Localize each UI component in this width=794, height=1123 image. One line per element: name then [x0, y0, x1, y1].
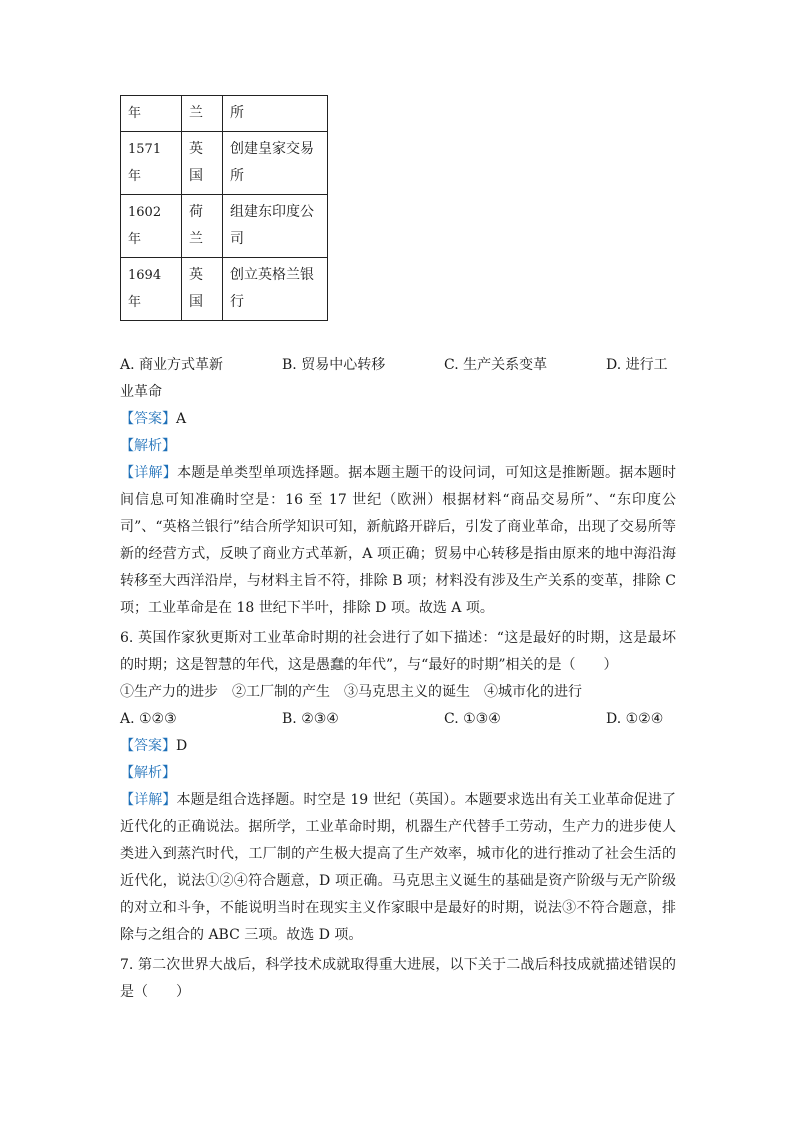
table-cell-year: 1602年 [121, 195, 182, 258]
table-cell-event: 创立英格兰银行 [223, 258, 328, 321]
table-cell-year: 1694年 [121, 258, 182, 321]
q6-detail [120, 787, 676, 949]
q6-answer [120, 733, 676, 760]
q5-answer [120, 406, 676, 433]
q6-option-b: B. ②③④ [282, 711, 339, 727]
q5-option-b: B. 贸易中心转移 [282, 357, 386, 373]
detail-text: 本题是单类型单项选择题。据本题主题干的设问词，可知这是推断题。据本题时间信息可知准确时空是：16 至 17 世纪（欧洲）根据材料“商品交易所”、“东印度公司”、“英格兰银行”结合所学知识可知，新航路开辟后，引发了商业革命，出现了交易所等新的经营方式，反映了商业方式革新，A 项正确；贸易中心转移是指由原来的地中海沿海转移至大西洋沿岸，与材料主旨不符，排除 B 项；材料没有涉及生产关系的变革，排除 C 项；工业革命是在 18 世纪下半叶，排除 D 项。故选 A 项。 [120, 465, 677, 616]
q6-analysis-tag: 【解析】 [120, 765, 176, 781]
table-cell-event: 组建东印度公司 [223, 195, 328, 258]
table-cell-event: 所 [223, 96, 328, 132]
table-cell-year: 1571年 [121, 132, 182, 195]
q6-option-a: A. ①②③ [120, 711, 177, 727]
q5-option-c: C. 生产关系变革 [444, 357, 548, 373]
q6-stem: 6. 英国作家狄更斯对工业革命时期的社会进行了如下描述：“这是最好的时期，这是最坏的时期；这是智慧的年代，这是愚蠢的年代”，与“最好的时期”相关的是（ ） [120, 630, 676, 673]
answer-tag: 【答案】 [120, 738, 176, 754]
answer-value: D [176, 738, 188, 754]
table-row [121, 96, 328, 132]
q7-stem: 7. 第二次世界大战后，科学技术成就取得重大进展，以下关于二战后科技成就描述错误的是（ ） [120, 957, 676, 1000]
history-events-table [120, 95, 328, 321]
table-row [121, 195, 328, 258]
table-cell-country: 荷兰 [182, 195, 223, 258]
q5-option-a: A. 商业方式革新 [120, 357, 224, 373]
table-cell-country: 兰 [182, 96, 223, 132]
table-cell-event: 创建皇家交易所 [223, 132, 328, 195]
table-row [121, 258, 328, 321]
detail-text: 本题是组合选择题。时空是 19 世纪（英国）。本题要求选出有关工业革命促进了近代化的正确说法。据所学，工业革命时期，机器生产代替手工劳动，生产力的进步使人类进入到蒸汽时代，工厂制的产生极大提高了生产效率，城市化的进行推动了社会生活的近代化，说法①②④符合题意，D 项正确。马克思主义诞生的基础是资产阶级与无产阶级的对立和斗争，不能说明当时在现实主义作家眼中是最好的时期，说法③不符合题意，排除与之组合的 ABC 三项。故选 D 项。 [120, 792, 677, 943]
detail-tag: 【详解】 [120, 792, 177, 808]
q5-option-wrap: 业革命 [120, 384, 162, 400]
q5-detail [120, 460, 676, 622]
table-cell-year: 年 [121, 96, 182, 132]
table-row [121, 132, 328, 195]
table-cell-country: 英国 [182, 132, 223, 195]
q5-analysis-tag: 【解析】 [120, 438, 176, 454]
answer-value: A [176, 411, 187, 427]
table-cell-country: 英国 [182, 258, 223, 321]
detail-tag: 【详解】 [120, 465, 178, 481]
answer-tag: 【答案】 [120, 411, 176, 427]
q6-option-c: C. ①③④ [444, 711, 501, 727]
q6-options [120, 706, 676, 733]
q6-option-d: D. ①②④ [606, 711, 664, 727]
q5-option-d: D. 进行工 [606, 357, 668, 373]
q5-options [120, 352, 676, 379]
q6-items: ①生产力的进步 ②工厂制的产生 ③马克思主义的诞生 ④城市化的进行 [120, 684, 582, 700]
